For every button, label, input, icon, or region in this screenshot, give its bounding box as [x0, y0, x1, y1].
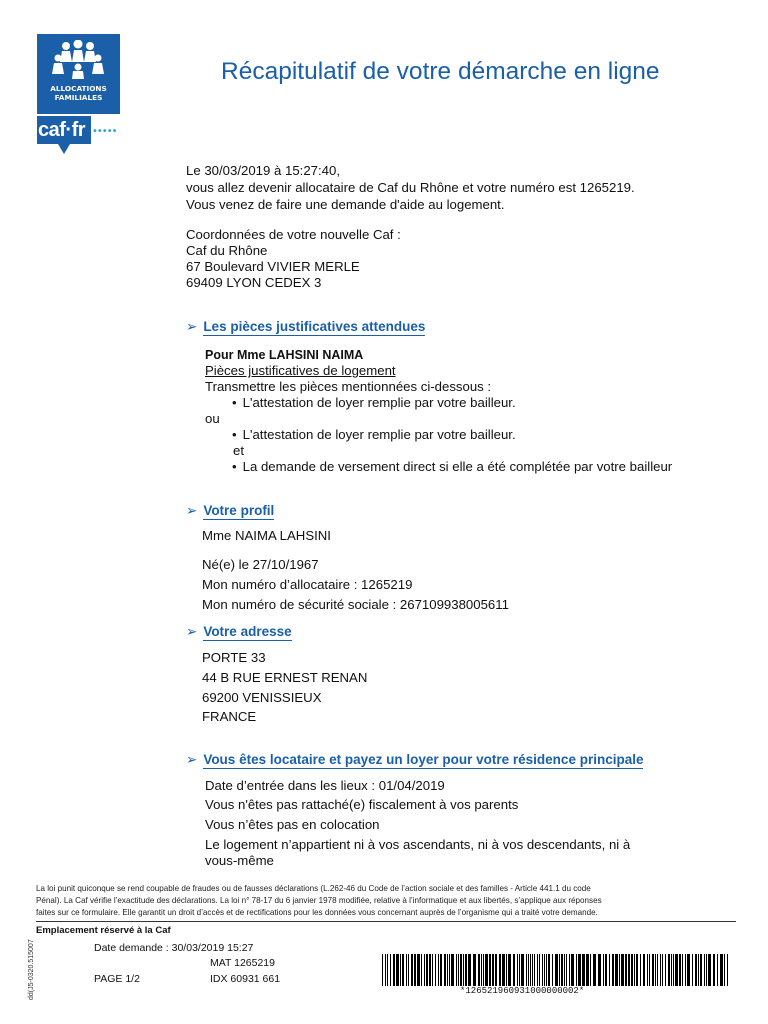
- barcode-bar: [643, 954, 645, 986]
- barcode-bar: [528, 954, 529, 986]
- section-profil-heading: ➢ Votre profil: [186, 503, 275, 518]
- barcode-bar: [665, 954, 666, 986]
- barcode-bar: [489, 954, 491, 986]
- barcode-bar: [478, 954, 480, 986]
- barcode-bar: [519, 954, 520, 986]
- section-adresse-heading: ➢ Votre adresse: [186, 624, 292, 639]
- barcode-bar: [660, 954, 661, 986]
- adresse-line-2: 44 B RUE ERNEST RENAN: [202, 670, 368, 685]
- caf-fr-logo-text: caf·fr: [38, 119, 86, 141]
- barcode-bar: [640, 954, 641, 986]
- barcode-bar: [517, 954, 518, 986]
- locataire-rattache: Vous n'êtes pas rattaché(e) fiscalement à vos parents: [205, 797, 519, 812]
- arrow-icon: ➢: [186, 503, 198, 518]
- arrow-icon: ➢: [186, 319, 198, 334]
- idx-number: IDX 60931 661: [210, 973, 281, 985]
- barcode-bar: [473, 954, 476, 986]
- page-title: Récapitulatif de votre démarche en ligne: [221, 58, 660, 85]
- barcode-bar: [727, 954, 728, 986]
- barcode-bar: [679, 954, 681, 986]
- barcode-bar: [458, 954, 459, 986]
- barcode-bar: [521, 954, 524, 986]
- barcode-bar: [530, 954, 531, 986]
- barcode-bar: [652, 954, 654, 986]
- barcode-bar: [692, 954, 693, 986]
- barcode-bar: [451, 954, 454, 986]
- locataire-logement-1: Le logement n’appartient ni à vos ascendants, ni à vos descendants, ni à: [205, 837, 631, 852]
- barcode-bar: [598, 954, 601, 986]
- barcode-bar: [668, 954, 670, 986]
- barcode-bar: [566, 954, 567, 986]
- barcode-bar: [582, 954, 585, 986]
- legal-line-1: La loi punit quiconque se rend coupable de fraudes ou de fausses déclarations (L.262-46 du Code de l’action sociale et des familles - Article 441.1 du code: [36, 884, 591, 893]
- footer-divider: [36, 921, 736, 922]
- barcode-bar: [440, 954, 442, 986]
- legal-line-2: Pénal). La Caf vérifie l’exactitude des déclarations. La loi n° 78-17 du 6 janvier 1978 modifiée, relative à l’informatique et aux libertés, s’applique aux réponses: [36, 896, 602, 905]
- barcode-bar: [615, 954, 618, 986]
- barcode-bar: [720, 954, 723, 986]
- barcode-bar: [502, 954, 505, 986]
- mat-number: MAT 1265219: [210, 957, 275, 969]
- barcode-bar: [417, 954, 420, 986]
- barcode-bar: [698, 954, 699, 986]
- barcode-bar: [499, 954, 501, 986]
- barcode-bar: [513, 954, 515, 986]
- barcode-bar: [708, 954, 711, 986]
- barcode-bar: [631, 954, 633, 986]
- adresse-line-4: FRANCE: [202, 709, 257, 724]
- barcode-bar: [682, 954, 683, 986]
- barcode-bar: [578, 954, 581, 986]
- barcode-bar: [576, 954, 577, 986]
- barcode-bar: [717, 954, 718, 986]
- barcode-bar: [532, 954, 533, 986]
- document-reference-vertical: dd(J5-0320.515007: [28, 939, 35, 1000]
- pieces-item-1: • L'attestation de loyer remplie par votre bailleur.: [232, 395, 516, 411]
- barcode-bar: [662, 954, 663, 986]
- pieces-item-2: • L'attestation de loyer remplie par votre bailleur.: [232, 427, 516, 443]
- barcode-bar: [700, 954, 702, 986]
- pieces-subheading: Pièces justificatives de logement: [205, 363, 396, 378]
- caf-fr-dots: •••••: [92, 126, 117, 137]
- barcode-bar: [537, 954, 538, 986]
- family-logo-icon: [44, 40, 112, 80]
- barcode-bar: [492, 954, 494, 986]
- barcode-bar: [571, 954, 574, 986]
- barcode-bar: [555, 954, 558, 986]
- barcode-bar: [647, 954, 648, 986]
- profil-birth: Né(e) le 27/10/1967: [202, 557, 319, 572]
- barcode-bar: [449, 954, 450, 986]
- barcode-bar: [408, 954, 409, 986]
- barcode-bar: [426, 954, 428, 986]
- page-number: PAGE 1/2: [94, 973, 140, 985]
- pieces-instruction: Transmettre les pièces mentionnées ci-dessous :: [205, 379, 492, 394]
- barcode-bar: [564, 954, 565, 986]
- intro-line-1: Le 30/03/2019 à 15:27:40,: [186, 163, 340, 178]
- intro-line-3: Vous venez de faire une demande d'aide au logement.: [186, 197, 505, 212]
- barcode-bar: [485, 954, 488, 986]
- barcode-bar: [424, 954, 425, 986]
- barcode-bar: [561, 954, 563, 986]
- legal-notice: [36, 883, 736, 919]
- barcode-bar: [636, 954, 638, 986]
- barcode-bar: [447, 954, 448, 986]
- barcode-bar: [385, 954, 386, 986]
- barcode-bar: [685, 954, 686, 986]
- barcode-bar: [526, 954, 527, 986]
- barcode-bar: [695, 954, 697, 986]
- barcode-bar: [429, 954, 431, 986]
- pieces-and: et: [233, 443, 244, 458]
- barcode-bar: [460, 954, 462, 986]
- barcode-bar: [586, 954, 589, 986]
- locataire-logement-2: vous-même: [205, 853, 274, 868]
- barcode-bar: [390, 954, 391, 986]
- barcode-bar: [634, 954, 635, 986]
- barcode-bar: [468, 954, 471, 986]
- barcode-bar: [603, 954, 604, 986]
- barcode-bar: [481, 954, 482, 986]
- barcode-bar: [400, 954, 401, 986]
- barcode-bar: [393, 954, 395, 986]
- arrow-icon: ➢: [186, 624, 198, 639]
- barcode-bar: [590, 954, 591, 986]
- barcode-bar: [435, 954, 436, 986]
- barcode-bar: [552, 954, 553, 986]
- barcode: [382, 954, 728, 986]
- caf-street: 67 Boulevard VIVIER MERLE: [186, 259, 360, 274]
- barcode-bar: [548, 954, 550, 986]
- logo-text-familiales: FAMILIALES: [54, 93, 103, 102]
- barcode-bar: [544, 954, 545, 986]
- caf-coord-heading: Coordonnées de votre nouvelle Caf :: [186, 227, 401, 242]
- date-demande: Date demande : 30/03/2019 15:27: [94, 942, 254, 954]
- profil-name: Mme NAIMA LAHSINI: [202, 528, 331, 543]
- barcode-bar: [396, 954, 399, 986]
- adresse-line-3: 69200 VENISSIEUX: [202, 690, 322, 705]
- barcode-bar: [655, 954, 656, 986]
- barcode-bar: [704, 954, 705, 986]
- arrow-icon: ➢: [186, 752, 198, 767]
- barcode-bar: [534, 954, 535, 986]
- locataire-entry-date: Date d’entrée dans les lieux : 01/04/2019: [205, 778, 445, 793]
- barcode-bar: [605, 954, 607, 986]
- barcode-bar: [463, 954, 464, 986]
- barcode-bar: [609, 954, 610, 986]
- section-locataire-heading: ➢ Vous êtes locataire et payez un loyer pour votre résidence principale: [186, 752, 644, 767]
- barcode-bar: [713, 954, 715, 986]
- pieces-item-3: • La demande de versement direct si elle a été complétée par votre bailleur: [232, 459, 672, 475]
- barcode-bar: [625, 954, 627, 986]
- barcode-bar: [402, 954, 404, 986]
- caf-city: 69409 LYON CEDEX 3: [186, 275, 322, 290]
- barcode-bar: [649, 954, 650, 986]
- barcode-bar: [444, 954, 446, 986]
- barcode-bar: [432, 954, 433, 986]
- barcode-bar: [495, 954, 497, 986]
- intro-line-2: vous allez devenir allocataire de Caf du Rhône et votre numéro est 1265219.: [186, 180, 635, 195]
- adresse-line-1: PORTE 33: [202, 650, 266, 665]
- caf-name: Caf du Rhône: [186, 243, 268, 258]
- barcode-bar: [619, 954, 620, 986]
- barcode-bar: [414, 954, 416, 986]
- barcode-bar: [671, 954, 672, 986]
- barcode-bar: [559, 954, 560, 986]
- reserved-caf-label: Emplacement réservé à la Caf: [36, 925, 171, 936]
- barcode-bar: [657, 954, 658, 986]
- barcode-text: *126521960931000000002*: [460, 986, 585, 996]
- barcode-bar: [387, 954, 388, 986]
- logo-text-allocations: ALLOCATIONS: [50, 84, 107, 93]
- barcode-bar: [612, 954, 614, 986]
- barcode-bar: [569, 954, 570, 986]
- barcode-bar: [438, 954, 439, 986]
- caf-fr-tail: [58, 144, 70, 154]
- barcode-bar: [546, 954, 547, 986]
- barcode-bar: [628, 954, 630, 986]
- barcode-bar: [421, 954, 422, 986]
- barcode-bar: [621, 954, 624, 986]
- profil-alloc-number: Mon numéro d’allocataire : 1265219: [202, 577, 413, 592]
- barcode-bar: [506, 954, 507, 986]
- profil-secu-number: Mon numéro de sécurité sociale : 267109938005611: [202, 597, 509, 612]
- barcode-bar: [539, 954, 540, 986]
- barcode-bar: [465, 954, 467, 986]
- barcode-bar: [706, 954, 707, 986]
- legal-line-3: faites sur ce formulaire. Elle garantit un droit d’accès et de rectifications pour les données vous concernant auprès de l’organisme qui a traité votre demande.: [36, 908, 598, 917]
- barcode-bar: [675, 954, 678, 986]
- barcode-bar: [483, 954, 484, 986]
- barcode-bar: [456, 954, 457, 986]
- barcode-bar: [673, 954, 674, 986]
- barcode-bar: [687, 954, 690, 986]
- barcode-bar: [508, 954, 511, 986]
- section-pieces-heading: ➢ Les pièces justificatives attendues: [186, 319, 426, 334]
- barcode-bar: [593, 954, 596, 986]
- pieces-for-person: Pour Mme LAHSINI NAIMA: [205, 348, 364, 362]
- barcode-bar: [542, 954, 543, 986]
- barcode-bar: [406, 954, 407, 986]
- pieces-or: ou: [205, 411, 220, 426]
- barcode-bar: [382, 954, 383, 986]
- barcode-bar: [724, 954, 725, 986]
- barcode-bar: [411, 954, 413, 986]
- locataire-coloc: Vous n’êtes pas en colocation: [205, 817, 380, 832]
